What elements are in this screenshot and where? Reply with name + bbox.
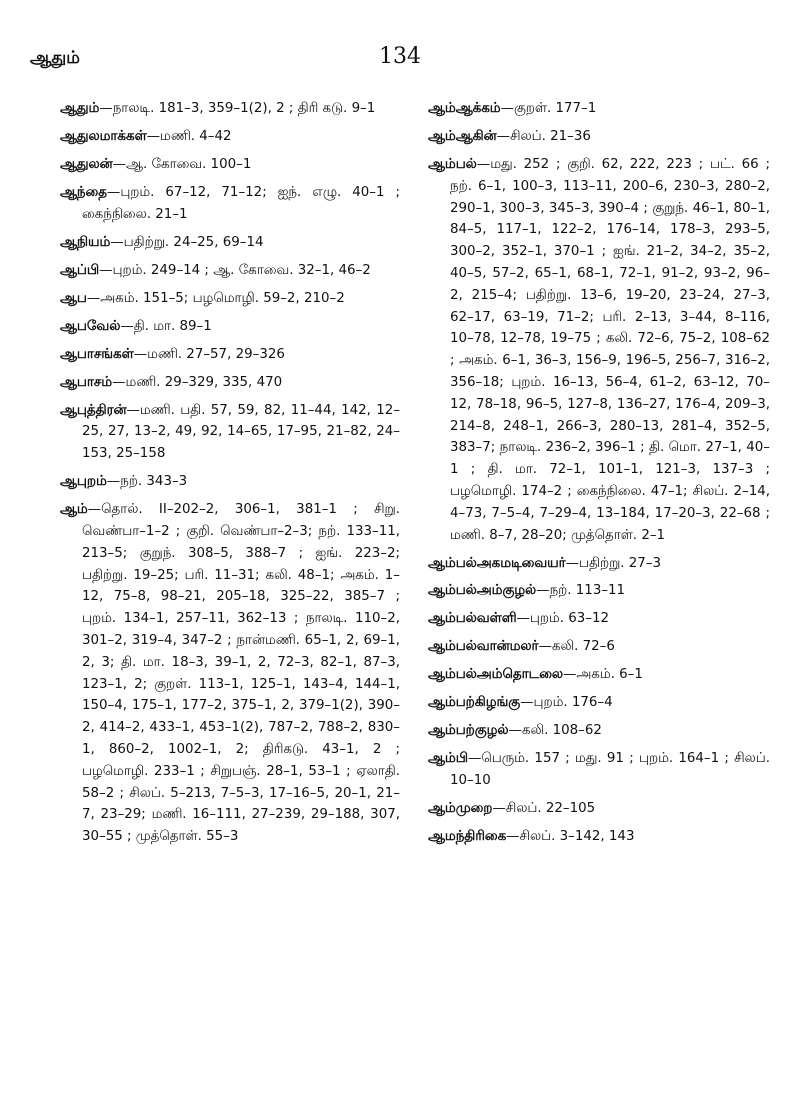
entry-headword: ஆம்பற்குழல் bbox=[428, 723, 509, 739]
index-entry bbox=[60, 471, 400, 493]
index-entry bbox=[428, 608, 770, 630]
entry-headword: ஆப்பி bbox=[60, 262, 100, 278]
right-column bbox=[428, 98, 770, 854]
index-entry bbox=[60, 182, 400, 226]
running-head: ஆதும் bbox=[30, 48, 80, 68]
entry-references: —சிலப். 22–105 bbox=[492, 801, 596, 817]
entry-references: —மணி. 29–329, 335, 470 bbox=[112, 374, 283, 390]
entry-headword: ஆபுத்திரன் bbox=[60, 402, 127, 418]
index-entry bbox=[428, 98, 770, 120]
entry-references: —பதிற்று. 24–25, 69–14 bbox=[110, 234, 264, 250]
entry-references: —பதிற்று. 27–3 bbox=[565, 555, 662, 571]
entry-headword: ஆதுலமாக்கள் bbox=[60, 128, 147, 144]
entry-references: —தொல். II–202–2, 306–1, 381–1 ; சிறு. வெண்பா–1–2 ; குறி. வெண்பா–2–3; நற். 133–11, 213–5; குறுந். 308–5, 388–7 ; ஐங். 223–2; பதிற்று. 19–25; பரி. 11–31; கலி. 48–1; அகம். 1–12, 75–8, 98–21, 205–18, 325–22, 385–7 ; புறம். 134–1, 257–11, 362–13 ; நாலடி. 110–2, 301–2, 319–4, 347–2 ; நான்மணி. 65–1, 2, 69–1, 2, 3; தி. மா. 18–3, 39–1, 2, 72–3, 82–1, 87–3, 123–1, 2; குறள். 113–1, 125–1, 143–4, 144–1, 150–4, 175–1, 177–2, 375–1, 2, 379–1(2), 390–2, 414–2, 433–1, 453–1(2), 787–2, 788–2, 830–1, 860–2, 1002–1, 2; திரிகடு. 43–1, 2 ; பழமொழி. 233–1 ; சிறுபஞ். 28–1, 53–1 ; ஏலாதி. 58–2 ; சிலப். 5–213, 7–5–3, 17–16–5, 20–1, 21–7, 23–29; மணி. 16–111, 27–239, 29–188, 307, 30–55 ; முத்தொள். 55–3 bbox=[82, 502, 400, 845]
index-entry bbox=[60, 98, 400, 120]
index-entry bbox=[60, 232, 400, 254]
entry-references: —புறம். 63–12 bbox=[516, 611, 610, 627]
entry-references: —தி. மா. 89–1 bbox=[120, 318, 212, 334]
index-entry bbox=[60, 499, 400, 848]
index-entry bbox=[428, 692, 770, 714]
entry-headword: ஆபாசம் bbox=[60, 374, 113, 390]
entry-headword: ஆம் bbox=[60, 502, 88, 518]
entry-headword: ஆம்ஆக்கம் bbox=[428, 101, 501, 116]
entry-references: —மணி. பதி. 57, 59, 82, 11–44, 142, 12–25, 27, 13–2, 49, 92, 14–65, 17–95, 21–82, 24–153, 25–158 bbox=[82, 402, 400, 462]
entry-references: —அகம். 151–5; பழமொழி. 59–2, 210–2 bbox=[86, 290, 345, 306]
index-entry bbox=[60, 316, 400, 338]
index-entry bbox=[60, 372, 400, 394]
entry-references: —நற். 343–3 bbox=[106, 474, 188, 490]
entry-headword: ஆம்பல்வள்ளி bbox=[428, 611, 517, 627]
index-entry bbox=[428, 720, 770, 742]
entry-headword: ஆம்பல் bbox=[428, 156, 477, 172]
page-number: 134 bbox=[379, 44, 421, 69]
entry-headword: ஆமந்திரிகை bbox=[428, 829, 507, 845]
entry-references: —ஆ. கோவை. 100–1 bbox=[112, 156, 252, 172]
index-entry bbox=[428, 636, 770, 658]
entry-references: —புறம். 249–14 ; ஆ. கோவை. 32–1, 46–2 bbox=[99, 262, 371, 278]
entry-headword: ஆம்பி bbox=[428, 751, 468, 767]
entry-references: —மது. 252 ; குறி. 62, 222, 223 ; பட். 66 ; நற். 6–1, 100–3, 113–11, 200–6, 230–3, 280–2, 290–1, 300–3, 345–3, 390–4 ; குறுந். 46–1, 80–1, 84–5, 117–1, 122–2, 176–14, 178–3, 293–5, 300–2, 352–1, 370–1 ; ஐங். 21–2, 34–2, 35–2, 40–5, 57–2, 65–1, 68–1, 72–1, 91–2, 93–2, 96–2, 215–4; பதிற்று. 13–6, 19–20, 23–24, 27–3, 62–17, 63–19, 71–2; பரி. 2–13, 3–44, 8–116, 10–78, 12–78, 19–75 ; கலி. 72–6, 75–2, 108–62 ; அகம். 6–1, 36–3, 156–9, 196–5, 256–7, 316–2, 356–18; புறம். 16–13, 56–4, 61–2, 63–12, 70–12, 78–18, 96–5, 127–8, 136–27, 176–4, 209–3, 214–8, 248–1, 266–3, 280–13, 281–4, 352–5, 383–7; நாலடி. 236–2, 396–1 ; தி. மொ. 27–1, 40–1 ; தி. மா. 72–1, 101–1, 121–3, 137–3 ; பழமொழி. 174–2 ; கைந்நிலை. 47–1; சிலப். 2–14, 4–73, 7–5–4, 7–29–4, 13–184, 17–20–3, 22–68 ; மணி. 8–7, 28–20; முத்தொள். 2–1 bbox=[450, 156, 770, 543]
entry-references: —மணி. 27–57, 29–326 bbox=[133, 346, 285, 362]
entry-references: —மணி. 4–42 bbox=[146, 128, 232, 144]
entry-headword: ஆம்ஆகின் bbox=[428, 128, 497, 144]
index-entry bbox=[60, 344, 400, 366]
index-entry bbox=[428, 553, 770, 575]
entry-references: —சிலப். 3–142, 143 bbox=[506, 829, 635, 845]
entry-headword: ஆம்முறை bbox=[428, 801, 493, 817]
entry-headword: ஆம்பல்அம்தொடலை bbox=[428, 667, 564, 683]
index-entry bbox=[428, 580, 770, 602]
index-entry bbox=[428, 748, 770, 792]
entry-headword: ஆப bbox=[60, 290, 87, 306]
entry-headword: ஆதும் bbox=[60, 101, 100, 116]
entry-headword: ஆம்பல்அம்குழல் bbox=[428, 583, 537, 599]
index-entry bbox=[60, 126, 400, 148]
entry-headword: ஆம்பல்வான்மலர் bbox=[428, 639, 539, 655]
entry-references: —நாலடி. 181–3, 359–1(2), 2 ; திரி கடு. 9–1 bbox=[99, 101, 376, 116]
entry-references: —நற். 113–11 bbox=[536, 583, 626, 599]
index-entry bbox=[60, 154, 400, 176]
index-entry bbox=[60, 400, 400, 465]
entry-references: —அகம். 6–1 bbox=[563, 667, 643, 683]
entry-references: —புறம். 67–12, 71–12; ஐந். எழு. 40–1 ; கைந்நிலை. 21–1 bbox=[82, 184, 400, 222]
index-entry bbox=[428, 798, 770, 820]
entry-headword: ஆபவேல் bbox=[60, 318, 121, 334]
index-entry bbox=[60, 260, 400, 282]
entry-headword: ஆம்பல்அகமடிவையர் bbox=[428, 555, 566, 571]
entry-headword: ஆபுறம் bbox=[60, 474, 107, 490]
entry-references: —கலி. 108–62 bbox=[508, 723, 602, 739]
entry-headword: ஆதுலன் bbox=[60, 156, 113, 172]
entry-headword: ஆபாசங்கள் bbox=[60, 346, 134, 362]
left-column bbox=[60, 98, 400, 854]
index-entry bbox=[428, 126, 770, 148]
index-entry bbox=[428, 664, 770, 686]
index-entry bbox=[428, 154, 770, 546]
entry-references: —குறள். 177–1 bbox=[500, 101, 597, 116]
entry-headword: ஆந்தை bbox=[60, 184, 107, 200]
entry-headword: ஆம்பற்கிழங்கு bbox=[428, 695, 521, 711]
index-entry bbox=[428, 826, 770, 848]
entry-references: —கலி. 72–6 bbox=[538, 639, 615, 655]
index-entry bbox=[60, 288, 400, 310]
entry-headword: ஆநியம் bbox=[60, 234, 111, 250]
entry-references: —புறம். 176–4 bbox=[520, 695, 613, 711]
entry-references: —பெரும். 157 ; மது. 91 ; புறம். 164–1 ; சிலப். 10–10 bbox=[450, 751, 770, 789]
entry-references: —சிலப். 21–36 bbox=[496, 128, 591, 144]
